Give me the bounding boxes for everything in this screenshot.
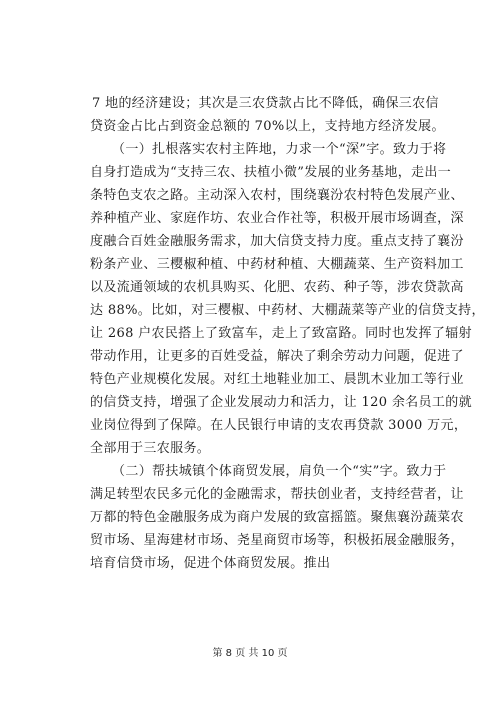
text-line: 满足转型农民多元化的金融需求，帮扶创业者，支持经营者，让 [90, 487, 464, 502]
text-line: 养种植产业、家庭作坊、农业合作社等，积极开展市场调查，深 [90, 211, 464, 226]
text-line: 万都的特色金融服务成为商户发展的致富摇篮。聚焦襄汾蔬菜农 [90, 510, 464, 525]
text-line: 7 地的经济建设；其次是三农贷款占比不降低，确保三农信 [92, 96, 439, 111]
text-line: 条特色支农之路。主动深入农村，围绕襄汾农村特色发展产业、 [90, 188, 464, 203]
text-line: 自身打造成为“支持三农、扶植小微”发展的业务基地，走出一 [90, 165, 452, 180]
text-line: 贸市场、星海建材市场、尧星商贸市场等，积极拓展金融服务， [90, 533, 464, 548]
page-footer: 第 8 页 共 10 页 [212, 648, 288, 659]
text-line: 特色产业规模化发展。对红土地鞋业加工、晨凯木业加工等行业 [90, 372, 464, 387]
text-line: 业岗位得到了保障。在人民银行申请的支农再贷款 3000 万元， [90, 418, 468, 433]
text-line: 让 268 户农民搭上了致富车，走上了致富路。同时也发挥了辐射 [90, 326, 472, 341]
text-line: 带动作用，让更多的百姓受益，解决了剩余劳动力问题，促进了 [90, 349, 464, 364]
text-line: 的信贷支持，增强了企业发展动力和活力，让 120 余名员工的就 [90, 395, 472, 410]
text-line: 度融合百姓金融服务需求，加大信贷支持力度。重点支持了襄汾 [90, 234, 464, 249]
text-line: 以及流通领域的农机具购买、化肥、农药、种子等，涉农贷款高 [90, 280, 464, 295]
text-line: 全部用于三农服务。 [90, 441, 211, 456]
text-line: 达 88%。比如，对三樱椒、中药材、大棚蔬菜等产业的信贷支持， [90, 303, 485, 318]
text-line: 贷资金占比占到资金总额的 70%以上，支持地方经济发展。 [90, 119, 445, 134]
text-line: （一）扎根落实农村主阵地，力求一个“深”字。致力于将 [112, 142, 447, 157]
text-line: 培育信贷市场，促进个体商贸发展。推出 [90, 556, 331, 571]
text-line: （二）帮扶城镇个体商贸发展，肩负一个“实”字。致力于 [112, 464, 447, 479]
text-line: 粉条产业、三樱椒种植、中药材种植、大棚蔬菜、生产资料加工 [90, 257, 464, 272]
body-text [90, 92, 485, 575]
